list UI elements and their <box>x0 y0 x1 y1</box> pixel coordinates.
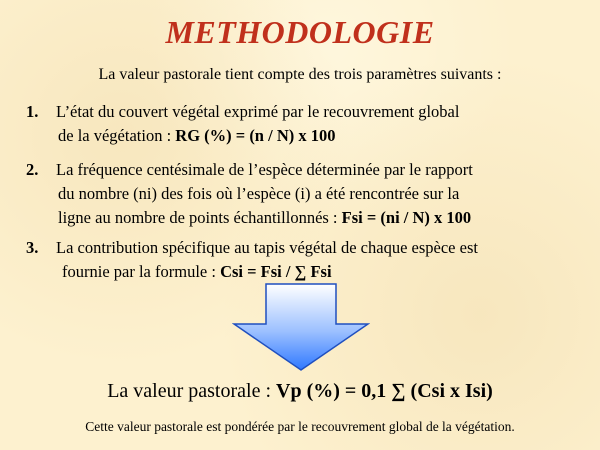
intro-text: La valeur pastorale tient compte des trois paramètres suivants : <box>98 66 502 83</box>
item-text: La fréquence centésimale de l’espèce déterminée par le rapport <box>56 160 473 179</box>
result-formula: Vp (%) = 0,1 ∑ (Csi x Isi) <box>276 380 493 402</box>
item-text: L’état du couvert végétal exprimé par le recouvrement global <box>56 102 460 121</box>
item-number: 1. <box>26 102 39 121</box>
list-item <box>26 236 586 284</box>
slide-title: METHODOLOGIE <box>165 14 435 50</box>
formula-fsi: Fsi = (ni / N) x 100 <box>341 208 472 227</box>
pastoral-value-formula <box>0 380 600 403</box>
item-text: fournie par la formule : <box>62 262 221 281</box>
formula-rg: RG (%) = (n / N) x 100 <box>175 126 336 145</box>
list-item-line <box>26 260 586 284</box>
list-item-line <box>26 158 586 182</box>
footnote: Cette valeur pastorale est pondérée par le recouvrement global de la végétation. <box>85 419 515 434</box>
list-item-line <box>26 124 586 148</box>
list-item-line <box>26 182 586 206</box>
item-text: La contribution spécifique au tapis végétal de chaque espèce est <box>56 238 478 257</box>
list-item-line <box>26 100 586 124</box>
result-label: La valeur pastorale : <box>107 380 277 402</box>
list-item <box>26 158 586 230</box>
list-item-line <box>26 236 586 260</box>
item-number: 3. <box>26 238 39 257</box>
item-text: de la végétation : <box>58 126 176 145</box>
formula-csi: Csi = Fsi / ∑ Fsi <box>220 262 332 281</box>
list-item <box>26 100 586 148</box>
item-text: du nombre (ni) des fois où l’espèce (i) a été rencontrée sur la <box>58 184 460 203</box>
list-item-line <box>26 206 586 230</box>
item-number: 2. <box>26 160 39 179</box>
item-text: ligne au nombre de points échantillonnés : <box>58 208 342 227</box>
down-arrow-icon <box>232 282 370 372</box>
